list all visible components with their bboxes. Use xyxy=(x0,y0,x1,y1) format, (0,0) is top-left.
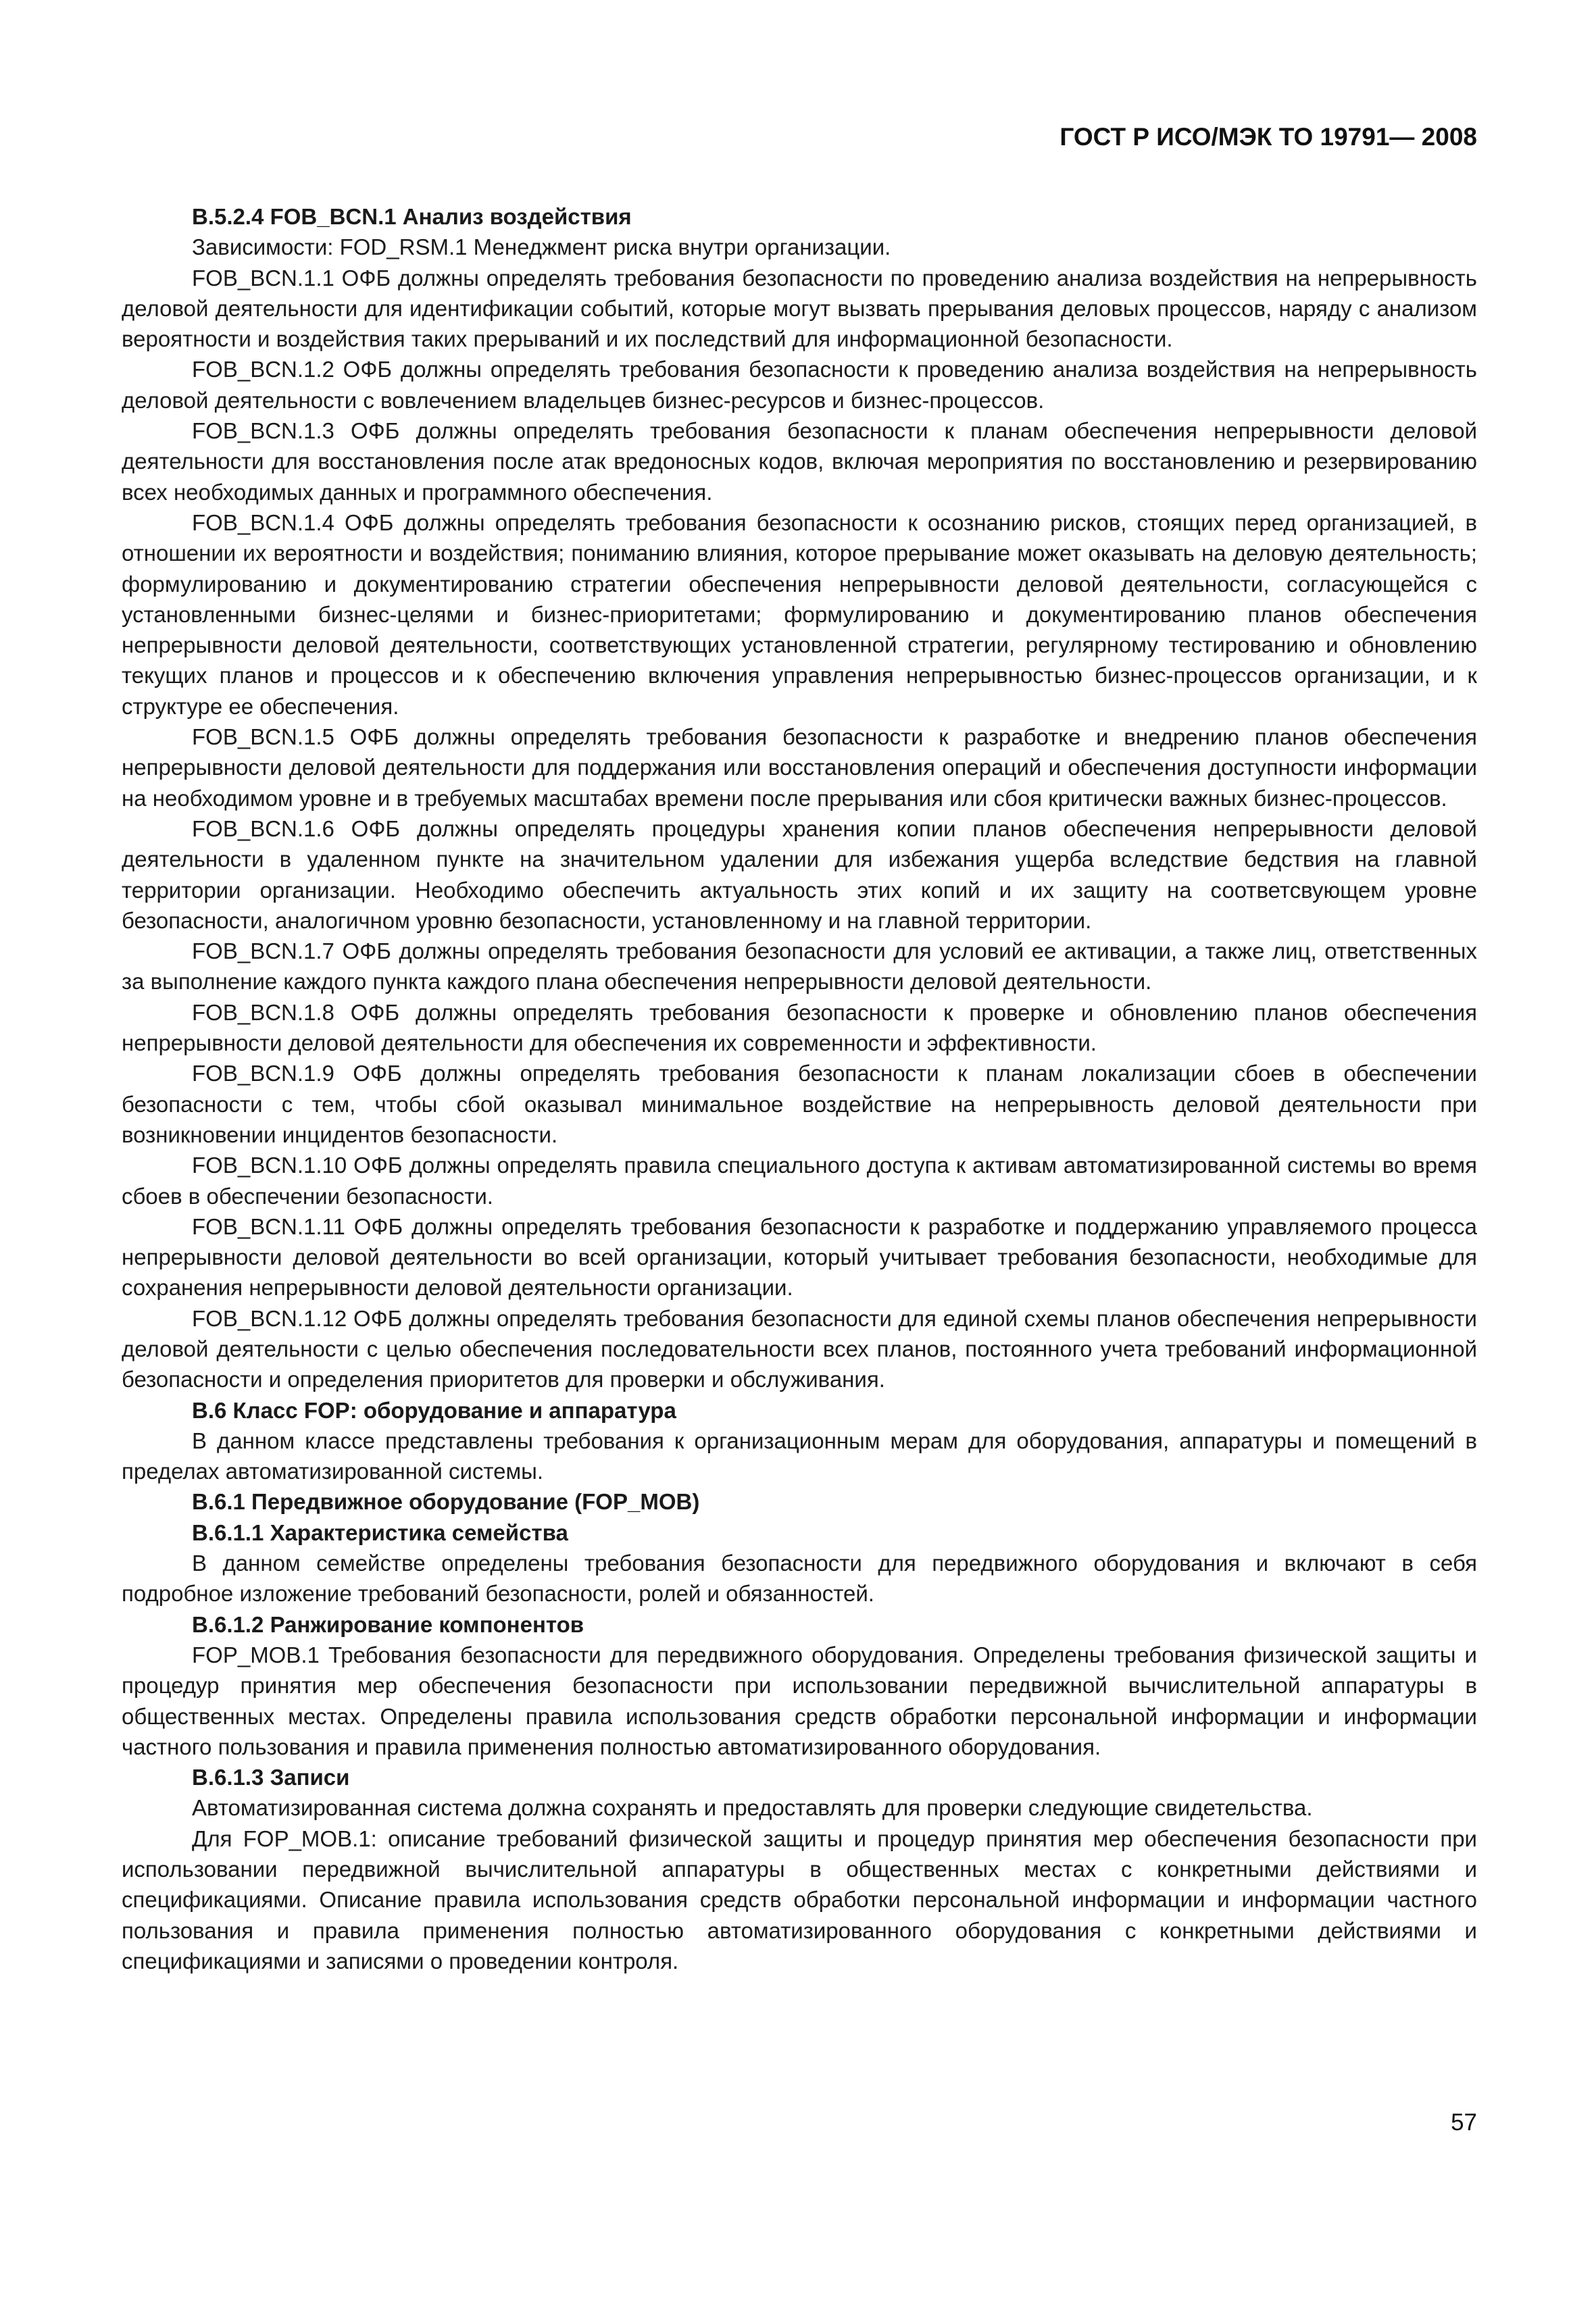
body-paragraph: В данном семействе определены требования безопасности для передвижного оборудования и включают в себя подробное изложение требований безопасности, ролей и обязанностей. xyxy=(122,1551,1477,1607)
body-paragraph: FOP_MOB.1 Требования безопасности для передвижного оборудования. Определены требования физической защиты и процедур принятия мер обеспечения безопасности при использовании передвижной вычислительной аппаратуры в общественных местах. Определены правила использования средств обработки персональной информации и информации частного пользования и правила применения полностью автоматизированного оборудования. xyxy=(122,1642,1477,1759)
body-paragraph: FOB_BCN.1.9 ОФБ должны определять требования безопасности к планам локализации сбоев в обеспечении безопасности с тем, чтобы сбой оказывал минимальное воздействие на непрерывность деловой деятельности при возникновении инцидентов безопасности. xyxy=(122,1061,1477,1147)
document-body xyxy=(122,201,1477,1976)
body-paragraph: FOB_BCN.1.10 ОФБ должны определять правила специального доступа к активам автоматизированной системы во время сбоев в обеспечении безопасности. xyxy=(122,1153,1477,1209)
section-heading: В.6 Класс FOP: оборудование и аппаратура xyxy=(192,1397,676,1423)
section-heading: В.6.1 Передвижное оборудование (FOP_MOB) xyxy=(192,1489,700,1515)
section-heading: В.6.1.1 Характеристика семейства xyxy=(192,1519,568,1545)
body-paragraph: В данном классе представлены требования к организационным мерам для оборудования, аппаратуры и помещений в пределах автоматизированной системы. xyxy=(122,1428,1477,1484)
body-paragraph: FOB_BCN.1.2 ОФБ должны определять требования безопасности к проведению анализа воздействия на непрерывность деловой деятельности с вовлечением владельцев бизнес-ресурсов и бизнес-процессов. xyxy=(122,357,1477,413)
standard-header: ГОСТ Р ИСО/МЭК ТО 19791— 2008 xyxy=(1059,123,1477,151)
body-paragraph: FOB_BCN.1.12 ОФБ должны определять требования безопасности для единой схемы планов обеспечения непрерывности деловой деятельности с целью обеспечения последовательности всех планов, постоянного учета требований информационной безопасности и определения приоритетов для проверки и обслуживания. xyxy=(122,1305,1477,1392)
body-paragraph: Автоматизированная система должна сохранять и предоставлять для проверки следующие свидетельства. xyxy=(192,1795,1313,1821)
body-paragraph: FOB_BCN.1.8 ОФБ должны определять требования безопасности к проверке и обновлению планов обеспечения непрерывности деловой деятельности для обеспечения их современности и эффективности. xyxy=(122,999,1477,1056)
body-paragraph: Зависимости: FOD_RSM.1 Менеджмент риска внутри организации. xyxy=(192,234,891,260)
section-heading: В.6.1.3 Записи xyxy=(192,1765,350,1790)
body-paragraph: FOB_BCN.1.1 ОФБ должны определять требования безопасности по проведению анализа воздействия на непрерывность деловой деятельности для идентификации событий, которые могут вызвать прерывания деловых процессов, наряду с анализом вероятности и воздействия таких прерываний и их последствий для информационной безопасности. xyxy=(122,265,1477,352)
section-heading: В.5.2.4 FOB_BCN.1 Анализ воздействия xyxy=(192,204,632,229)
section-heading: В.6.1.2 Ранжирование компонентов xyxy=(192,1611,584,1637)
body-paragraph: Для FOP_MOB.1: описание требований физической защиты и процедур принятия мер обеспечения безопасности при использовании передвижной вычислительной аппаратуры в общественных местах с конкретными действиями и спецификациями. Описание правила использования средств обработки персональной информации и информации частного пользования и правила применения полностью автоматизированного оборудования с конкретными действиями и спецификациями и записями о проведении контроля. xyxy=(122,1826,1477,1973)
body-paragraph: FOB_BCN.1.4 ОФБ должны определять требования безопасности к осознанию рисков, стоящих перед организацией, в отношении их вероятности и воздействия; пониманию влияния, которое прерывание может оказывать на деловую деятельность; формулированию и документированию стратегии обеспечения непрерывности деловой деятельности, согласующейся с установленными бизнес-целями и бизнес-приоритетами; формулированию и документированию планов обеспечения непрерывности деловой деятельности, соответствующих установленной стратегии, регулярному тестированию и обновлению текущих планов и процессов и к обеспечению включения управления непрерывностью бизнес-процессов организации, и к структуре ее обеспечения. xyxy=(122,509,1477,719)
page-number: 57 xyxy=(1451,2109,1477,2136)
body-paragraph: FOB_BCN.1.7 ОФБ должны определять требования безопасности для условий ее активации, а также лиц, ответственных за выполнение каждого пункта каждого плана обеспечения непрерывности деловой деятельности. xyxy=(122,938,1477,995)
body-paragraph: FOB_BCN.1.3 ОФБ должны определять требования безопасности к планам обеспечения непрерывности деловой деятельности для восстановления после атак вредоносных кодов, включая мероприятия по восстановлению и резервированию всех необходимых данных и программного обеспечения. xyxy=(122,418,1477,505)
body-paragraph: FOB_BCN.1.6 ОФБ должны определять процедуры хранения копии планов обеспечения непрерывности деловой деятельности в удаленном пункте на значительном удалении для избежания ущерба вследствие бедствия на главной территории организации. Необходимо обеспечить актуальность этих копий и их защиту на соответсвующем уровне безопасности, аналогичном уровню безопасности, установленному и на главной территории. xyxy=(122,815,1477,933)
body-paragraph: FOB_BCN.1.5 ОФБ должны определять требования безопасности к разработке и внедрению планов обеспечения непрерывности деловой деятельности для поддержания или восстановления операций и обеспечения доступности информации на необходимом уровне и в требуемых масштабах времени после прерывания или сбоя критически важных бизнес-процессов. xyxy=(122,724,1477,811)
body-paragraph: FOB_BCN.1.11 ОФБ должны определять требования безопасности к разработке и поддержанию управляемого процесса непрерывности деловой деятельности во всей организации, который учитывает требования безопасности, необходимые для сохранения непрерывности деловой деятельности организации. xyxy=(122,1213,1477,1301)
